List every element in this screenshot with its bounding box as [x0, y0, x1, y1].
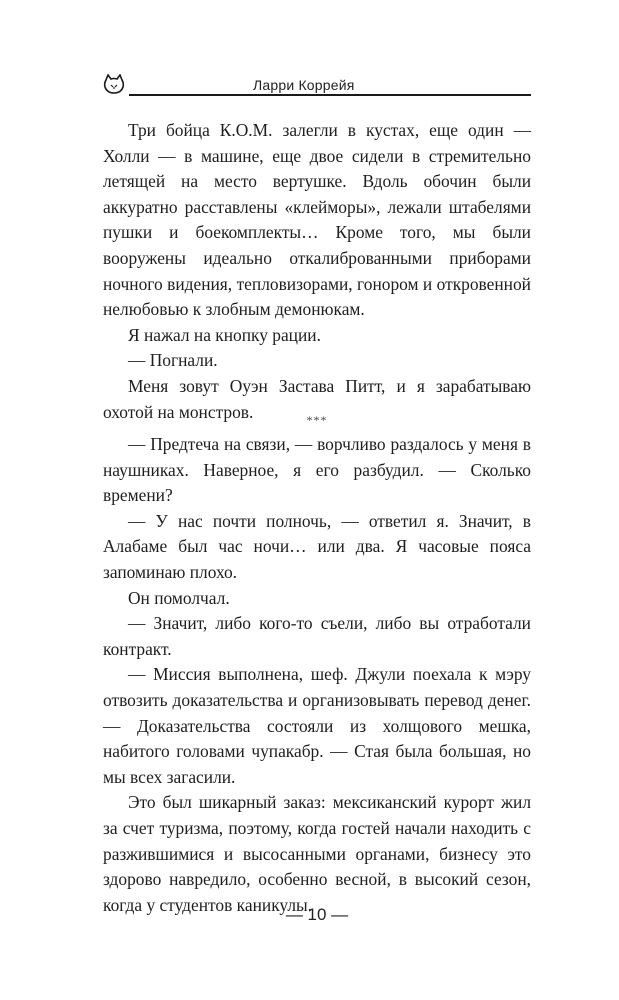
paragraph: — Предтеча на связи, — ворчливо раздалось у меня в наушниках. Наверное, я его разбудил. — Сколько времени?	[103, 434, 531, 506]
paragraph: Три бойца К.О.М. залегли в кустах, еще один — Холли — в машине, еще двое сидели в стремительно летящей на место вертушке. Вдоль обочин были аккуратно расставлены «клейморы», лежали штабелями пушки и боекомплекты… Кроме того, мы были вооружены идеально откалиброванными приборами ночного видения, тепловизорами, гонором и откровенной нелюбовью к злобным демонюкам.	[103, 120, 531, 320]
page-number: — 10 —	[285, 905, 349, 924]
text-section-2	[103, 432, 531, 918]
paragraph: Меня зовут Оуэн Застава Питт, и я зарабатываю охотой на монстров.	[103, 375, 531, 422]
cat-face-icon	[103, 74, 125, 96]
section-divider: ***	[306, 413, 328, 427]
paragraph: — Погнали.	[128, 350, 218, 371]
running-head	[103, 72, 531, 100]
paragraph: — У нас почти полночь, — ответил я. Значит, в Алабаме был час ночи… или два. Я часовые пояса запоминаю плохо.	[103, 510, 531, 582]
paragraph: — Миссия выполнена, шеф. Джули поехала к мэру отвозить доказательства и организовывать перевод денег. — Доказательства состояли из холщового мешка, набитого головами чупакабр. — Стая была большая, но мы всех загасили.	[103, 664, 531, 787]
paragraph: Я нажал на кнопку рации.	[128, 324, 321, 345]
text-section-1	[103, 118, 531, 425]
book-author: Ларри Коррейя	[253, 77, 355, 93]
paragraph: Это был шикарный заказ: мексиканский курорт жил за счет туризма, поэтому, когда гостей начали находить с разжившимися и высосанными органами, бизнесу это здорово навредило, особенно весной, в высокий сезон, когда у студентов каникулы.	[103, 792, 531, 915]
paragraph: — Значит, либо кого-то съели, либо вы отработали контракт.	[103, 613, 531, 659]
header-rule	[129, 94, 531, 96]
paragraph: Он помолчал.	[128, 587, 230, 608]
